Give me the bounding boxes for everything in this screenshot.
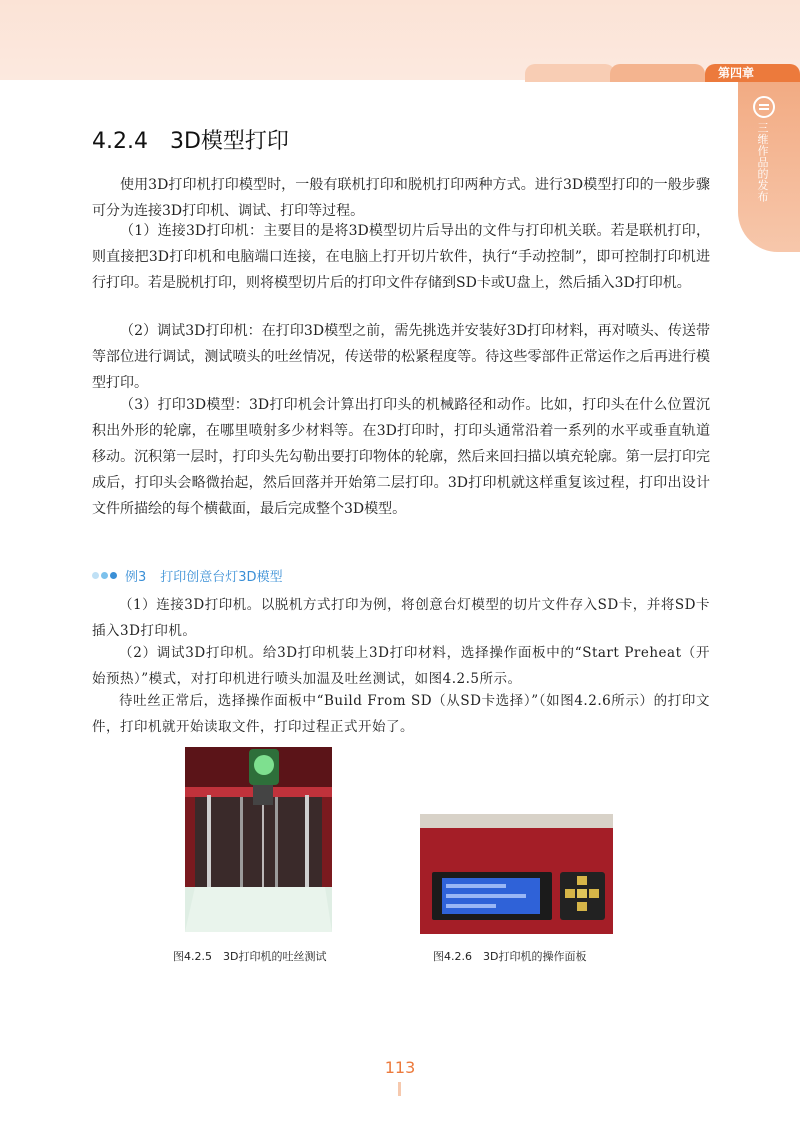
header-tab-decoration: [525, 64, 615, 82]
page-number-bar: [398, 1082, 401, 1096]
section-title: 4.2.4 3D模型打印: [92, 129, 289, 154]
chapter-icon: [753, 96, 775, 118]
header-tab-decoration: [610, 64, 705, 82]
side-chapter-label: 三维作品的发布: [756, 122, 769, 203]
printer-filament-image: [185, 747, 332, 932]
bullet-dots-icon: [92, 572, 119, 579]
example-step2: （2）调试3D打印机。给3D打印机装上3D打印材料，选择操作面板中的“Start Preheat（开始预热）”模式，对打印机进行喷头加温及吐丝测试，如图4.2.5所示。: [92, 645, 710, 687]
example-title: 打印创意台灯3D模型: [160, 570, 283, 585]
figure-printer-filament-photo: [185, 747, 332, 932]
page-number: 113: [384, 1058, 416, 1077]
example-number: 例3: [125, 570, 147, 585]
example-step1: （1）连接3D打印机。以脱机方式打印为例，将创意台灯模型的切片文件存入SD卡，并将SD卡插入3D打印机。: [92, 597, 710, 639]
step1-paragraph: （1）连接3D打印机：主要目的是将3D模型切片后导出的文件与打印机关联。若是联机打印，则直接把3D打印机和电脑端口连接，在电脑上打开切片软件，执行“手动控制”，即可控制打印机进行打印。若是脱机打印，则将模型切片后的打印文件存储到SD卡或U盘上，然后插入3D打印机。: [92, 223, 710, 291]
example-heading: [92, 566, 283, 585]
figure-control-panel-photo: [420, 814, 613, 934]
chapter-label: 第四章: [718, 66, 755, 80]
control-panel-image: [420, 814, 613, 934]
example-step3: 待吐丝正常后，选择操作面板中“Build From SD（从SD卡选择）”（如图4.2.6所示）的打印文件，打印机就开始读取文件，打印过程正式开始了。: [92, 693, 710, 735]
step3-paragraph: （3）打印3D模型：3D打印机会计算出打印头的机械路径和动作。比如，打印头在什么位置沉积出外形的轮廓，在哪里喷射多少材料等。在3D打印时，打印头通常沿着一系列的水平或垂直轨道移动。沉积第一层时，打印头先勾勒出要打印物体的轮廓，然后来回扫描以填充轮廓。第一层打印完成后，打印头会略微抬起，然后回落并开始第二层打印。3D打印机就这样重复该过程，打印出设计文件所描绘的每个横截面，最后完成整个3D模型。: [92, 397, 710, 517]
figure-caption: 图4.2.6 3D打印机的操作面板: [433, 950, 587, 963]
intro-paragraph: 使用3D打印机打印模型时，一般有联机打印和脱机打印两种方式。进行3D模型打印的一般步骤可分为连接3D打印机、调试、打印等过程。: [92, 177, 710, 219]
step2-paragraph: （2）调试3D打印机：在打印3D模型之前，需先挑选并安装好3D打印材料，再对喷头、传送带等部位进行调试，测试喷头的吐丝情况，传送带的松紧程度等。待这些零部件正常运作之后再进行模型打印。: [92, 323, 710, 391]
figure-caption: 图4.2.5 3D打印机的吐丝测试: [173, 950, 327, 963]
